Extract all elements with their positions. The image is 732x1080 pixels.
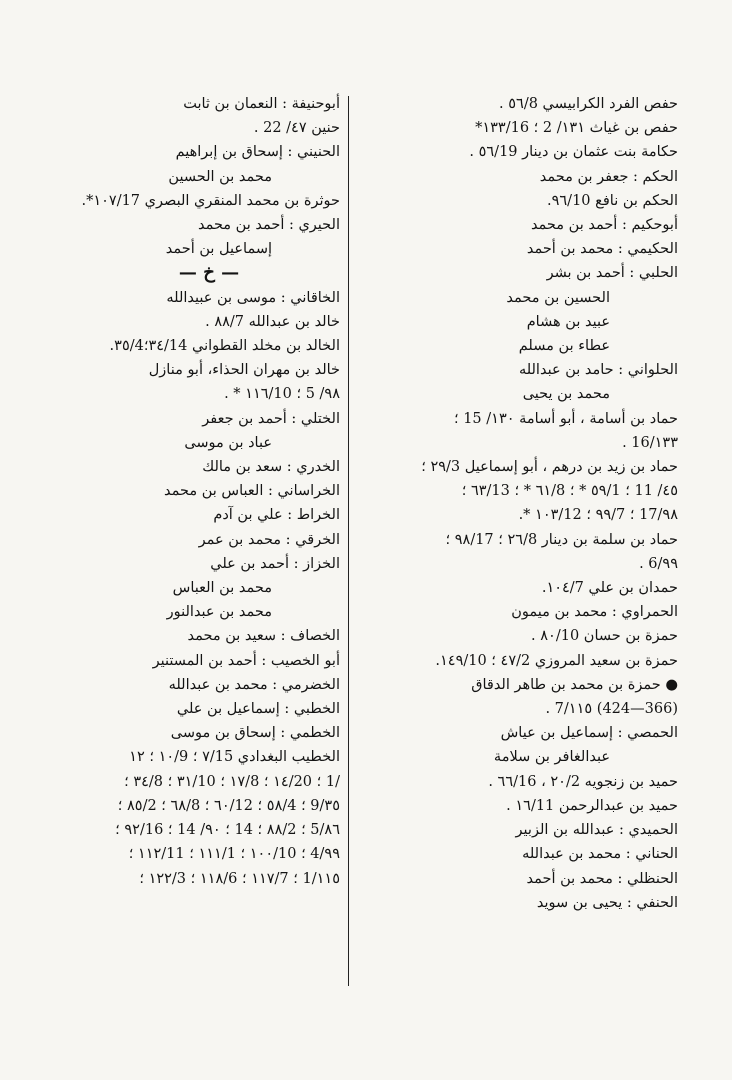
- index-entry: أبوحكيم : أحمد بن محمد: [530, 217, 678, 234]
- index-entry: الحيري : أحمد بن محمد: [197, 217, 340, 234]
- index-entry: عبيد بن هشام: [526, 313, 610, 330]
- index-entry: الختلي : أحمد بن جعفر: [202, 410, 340, 427]
- index-entry: الخطمي : إسحاق بن موسى: [170, 725, 340, 742]
- index-entry: ٣٥/9 ؛ ٥٨/4 ؛ ٦٠/12 ؛ ٦٨/8 ؛ ٨٥/2 ؛: [117, 797, 340, 814]
- index-entry: الخاقاني : موسى بن عبيدالله: [166, 289, 340, 306]
- index-entry: الحناني : محمد بن عبدالله: [522, 846, 678, 863]
- index-entry: الخضرمي : محمد بن عبدالله: [168, 676, 340, 693]
- index-entry: الحكم بن نافع ٩٦/10.: [547, 192, 678, 209]
- index-entry: الحنيني : إسحاق بن إبراهيم: [175, 144, 340, 161]
- index-entry: الخزاز : أحمد بن علي: [210, 555, 340, 572]
- index-entry: حفص بن غياث ١٣١/ 2 ؛ ١٣٣/16*: [475, 120, 678, 137]
- index-entry: الحمصي : إسماعيل بن عياش: [500, 725, 678, 742]
- index-entry: ١٣٣/16 .: [622, 434, 678, 451]
- index-entry: ● حمزة بن محمد بن طاهر الدقاق: [471, 676, 678, 693]
- index-entry: الخالد بن مخلد القطواني ٣٤/14؛٣٥/4.: [109, 338, 340, 355]
- index-entry: الحكم : جعفر بن محمد: [539, 168, 678, 185]
- index-entry: الحنفي : يحيى بن سويد: [536, 894, 678, 911]
- index-entry: الحميدي : عبدالله بن الزبير: [515, 822, 678, 839]
- index-entry: الحنظلي : محمد بن أحمد: [526, 870, 678, 887]
- index-entry: إسماعيل بن أحمد: [165, 241, 272, 258]
- index-entry: الحسين بن محمد: [506, 289, 610, 306]
- index-entry: الحكيمي : محمد بن أحمد: [526, 241, 678, 258]
- index-entry: الخدري : سعد بن مالك: [202, 459, 340, 476]
- index-entry: حمزة بن حسان ٨٠/10 .: [531, 628, 678, 645]
- index-entry: حميد بن عبدالرحمن ١٦/11 .: [506, 797, 678, 814]
- index-entry: حفص الفرد الكرابيسي ٥٦/8 .: [499, 96, 678, 112]
- index-entry: ٩٨/ 5 ؛ ١١٦/10 * .: [224, 386, 340, 403]
- index-entry: ٩٩/4 ؛ ١٠٠/10 ؛ ١١١/1 ؛ ١١٢/11 ؛: [128, 846, 340, 863]
- index-entry: عطاء بن مسلم: [518, 338, 610, 355]
- index-entry: حماد بن زيد بن درهم ، أبو إسماعيل ٢٩/3 ؛: [421, 459, 678, 476]
- index-entry: حميد بن زنجويه ٢٠/2 ، ٦٦/16 .: [488, 773, 678, 790]
- index-entry: ٤٥/ 11 ؛ ٥٩/1 * ؛ ٦١/8 * ؛ ٦٣/13 ؛: [461, 483, 678, 500]
- index-entry: محمد بن يحيى: [522, 386, 610, 403]
- index-entry: الحلواني : حامد بن عبدالله: [518, 362, 678, 379]
- index-entry: حكامة بنت عثمان بن دينار ٥٦/19 .: [469, 144, 678, 161]
- index-entry: /1 ؛ ١٤/20 ؛ ١٧/8 ؛ ٣١/10 ؛ ٣٤/8 ؛: [124, 773, 340, 790]
- index-entry: الخصاف : سعيد بن محمد: [187, 628, 340, 645]
- index-entry: الخطيب البغدادي ٧/15 ؛ ١٠/9 ؛ ١٢: [129, 749, 340, 766]
- index-entry: حماد بن سلمة بن دينار ٢٦/8 ؛ ٩٨/17 ؛: [445, 531, 678, 548]
- index-entry: خالد بن مهران الحذاء، أبو منازل: [148, 362, 340, 379]
- index-entry: الحمراوي : محمد بن ميمون: [511, 604, 678, 621]
- index-entry: حمدان بن علي ١٠٤/7.: [541, 580, 678, 597]
- index-column-left: [78, 92, 340, 891]
- index-entry: عبدالغافر بن سلامة: [493, 749, 610, 766]
- index-entry: ٨٦/5 ؛ ٨٨/2 ؛ 14 ؛ ٩٠/ 14 ؛ ٩٢/16 ؛: [115, 822, 340, 839]
- index-entry: محمد بن عبدالنور: [166, 604, 272, 621]
- index-entry: أبوحنيفة : النعمان بن ثابت: [183, 96, 340, 112]
- index-entry: ٩٩/6 .: [639, 555, 678, 572]
- section-heading: — خ —: [178, 262, 240, 284]
- index-entry: أبو الخصيب : أحمد بن المستنير: [152, 652, 340, 669]
- index-entry: (366—424) ١١٥/7 .: [545, 701, 678, 718]
- index-entry: الخرقي : محمد بن عمر: [198, 531, 340, 548]
- index-entry: عباد بن موسى: [184, 434, 272, 451]
- index-entry: محمد بن العباس: [172, 580, 272, 597]
- index-entry: ١١٥/1 ؛ ١١٧/7 ؛ ١١٨/6 ؛ ١٢٢/3 ؛: [139, 870, 340, 887]
- index-entry: ٩٨/17 ؛ ٩٩/7 ؛ ١٠٣/12 *.: [518, 507, 678, 524]
- index-entry: حمزة بن سعيد المروزي ٤٧/2 ؛ ١٤٩/10.: [435, 652, 678, 669]
- index-entry: خالد بن عبدالله ٨٨/7 .: [205, 313, 340, 330]
- index-entry: الخراساني : العباس بن محمد: [164, 483, 340, 500]
- index-entry: الخطبي : إسماعيل بن علي: [176, 701, 340, 718]
- index-entry: محمد بن الحسين: [168, 168, 272, 185]
- index-entry: الحلبي : أحمد بن بشر: [546, 265, 678, 282]
- index-entry: حوثرة بن محمد المنقري البصري ١٠٧/17*.: [81, 192, 340, 209]
- index-column-right: [348, 92, 678, 915]
- index-entry: حنين ٤٧/ 22 .: [253, 120, 340, 137]
- index-entry: حماد بن أسامة ، أبو أسامة ١٣٠/ 15 ؛: [453, 410, 678, 427]
- index-entry: الخراط : علي بن آدم: [213, 507, 340, 524]
